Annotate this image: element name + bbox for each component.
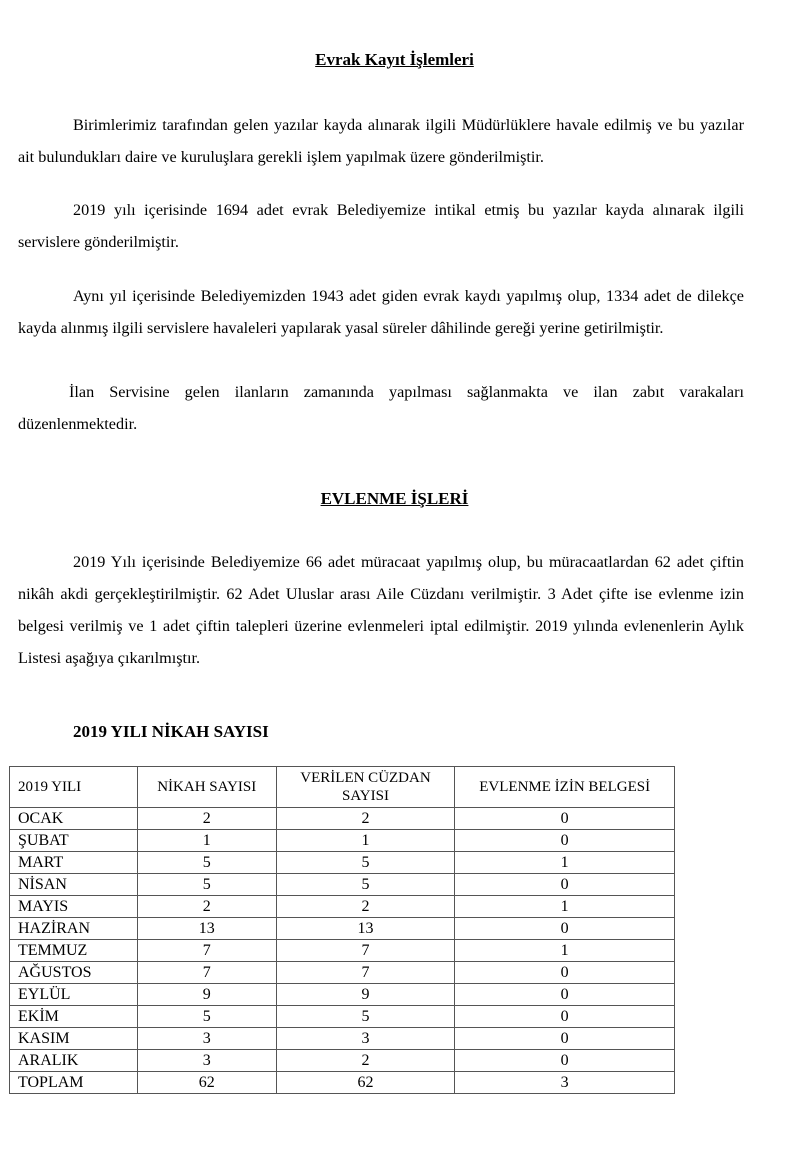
table-row [10, 984, 675, 1006]
section-title-evrak: Evrak Kayıt İşlemleri [315, 50, 474, 69]
cell-nikah: 62 [137, 1072, 276, 1094]
cell-permit: 3 [455, 1072, 675, 1094]
cell-permit: 0 [455, 1028, 675, 1050]
table-row [10, 830, 675, 852]
cell-month: ŞUBAT [10, 830, 138, 852]
cell-month: TOPLAM [10, 1072, 138, 1094]
table-row [10, 808, 675, 830]
cell-permit: 0 [455, 874, 675, 896]
cell-month: OCAK [10, 808, 138, 830]
cell-wallet: 2 [276, 896, 455, 918]
cell-wallet: 7 [276, 962, 455, 984]
paragraph-evrak-2: 2019 yılı içerisinde 1694 adet evrak Belediyemize intikal etmiş bu yazılar kayda alınarak ilgili servislere gönderilmiştir. [18, 201, 744, 251]
cell-wallet: 9 [276, 984, 455, 1006]
cell-permit: 0 [455, 830, 675, 852]
cell-permit: 0 [455, 918, 675, 940]
cell-nikah: 7 [137, 962, 276, 984]
cell-wallet: 5 [276, 1006, 455, 1028]
cell-wallet: 62 [276, 1072, 455, 1094]
cell-month: KASIM [10, 1028, 138, 1050]
header-nikah-count: NİKAH SAYISI [137, 767, 276, 808]
cell-permit: 0 [455, 1050, 675, 1072]
cell-nikah: 2 [137, 896, 276, 918]
paragraph-evlenme: 2019 Yılı içerisinde Belediyemize 66 adet müracaat yapılmış olup, bu müracaatlardan 62 adet çiftin nikâh akdi gerçekleştirilmiştir. 62 Adet Uluslar arası Aile Cüzdanı verilmiştir. 3 Adet çifte ise evlenme izin belgesi verilmiş ve 1 adet çiftin talepleri üzerine evlenmeleri iptal edilmiştir. 2019 yılında evlenenlerin Aylık Listesi aşağıya çıkarılmıştır. [18, 553, 744, 667]
header-permit: EVLENME İZİN BELGESİ [455, 767, 675, 808]
cell-month: EYLÜL [10, 984, 138, 1006]
table-row [10, 962, 675, 984]
table-body [10, 808, 675, 1094]
table-title: 2019 YILI NİKAH SAYISI [73, 722, 269, 741]
cell-permit: 1 [455, 896, 675, 918]
cell-permit: 0 [455, 984, 675, 1006]
table-header-row [10, 767, 675, 808]
paragraph-evrak-4: İlan Servisine gelen ilanların zamanında yapılması sağlanmakta ve ilan zabıt varakaları düzenlenmektedir. [18, 383, 744, 433]
cell-permit: 0 [455, 808, 675, 830]
table-row [10, 896, 675, 918]
table-row [10, 1028, 675, 1050]
cell-month: HAZİRAN [10, 918, 138, 940]
cell-nikah: 5 [137, 874, 276, 896]
cell-month: MAYIS [10, 896, 138, 918]
cell-nikah: 1 [137, 830, 276, 852]
table-row [10, 918, 675, 940]
cell-permit: 1 [455, 852, 675, 874]
cell-nikah: 5 [137, 1006, 276, 1028]
cell-permit: 1 [455, 940, 675, 962]
section-title-evlenme: EVLENME İŞLERİ [320, 489, 469, 508]
cell-nikah: 7 [137, 940, 276, 962]
table-row [10, 1072, 675, 1094]
paragraph-evrak-1: Birimlerimiz tarafından gelen yazılar kayda alınarak ilgili Müdürlüklere havale edilmiş ve bu yazılar ait bulundukları daire ve kuruluşlara gerekli işlem yapılmak üzere gönderilmiştir. [18, 116, 744, 166]
table-row [10, 852, 675, 874]
cell-permit: 0 [455, 962, 675, 984]
cell-nikah: 2 [137, 808, 276, 830]
cell-wallet: 5 [276, 852, 455, 874]
cell-wallet: 1 [276, 830, 455, 852]
table-row [10, 940, 675, 962]
cell-nikah: 13 [137, 918, 276, 940]
cell-nikah: 9 [137, 984, 276, 1006]
cell-nikah: 3 [137, 1050, 276, 1072]
cell-month: TEMMUZ [10, 940, 138, 962]
cell-nikah: 3 [137, 1028, 276, 1050]
table-row [10, 874, 675, 896]
cell-month: AĞUSTOS [10, 962, 138, 984]
nikah-table [9, 766, 675, 1094]
cell-wallet: 2 [276, 1050, 455, 1072]
table-row [10, 1050, 675, 1072]
table-row [10, 1006, 675, 1028]
cell-wallet: 5 [276, 874, 455, 896]
cell-wallet: 7 [276, 940, 455, 962]
cell-month: NİSAN [10, 874, 138, 896]
cell-month: MART [10, 852, 138, 874]
cell-wallet: 3 [276, 1028, 455, 1050]
cell-permit: 0 [455, 1006, 675, 1028]
cell-wallet: 13 [276, 918, 455, 940]
cell-wallet: 2 [276, 808, 455, 830]
paragraph-evrak-3: Aynı yıl içerisinde Belediyemizden 1943 adet giden evrak kaydı yapılmış olup, 1334 adet de dilekçe kayda alınmış ilgili servislere havaleleri yapılarak yasal süreler dâhilinde gereği yerine getirilmiştir. [18, 287, 744, 337]
cell-month: EKİM [10, 1006, 138, 1028]
cell-month: ARALIK [10, 1050, 138, 1072]
cell-nikah: 5 [137, 852, 276, 874]
header-year: 2019 YILI [10, 767, 138, 808]
header-wallet-count: VERİLEN CÜZDAN SAYISI [276, 767, 455, 808]
